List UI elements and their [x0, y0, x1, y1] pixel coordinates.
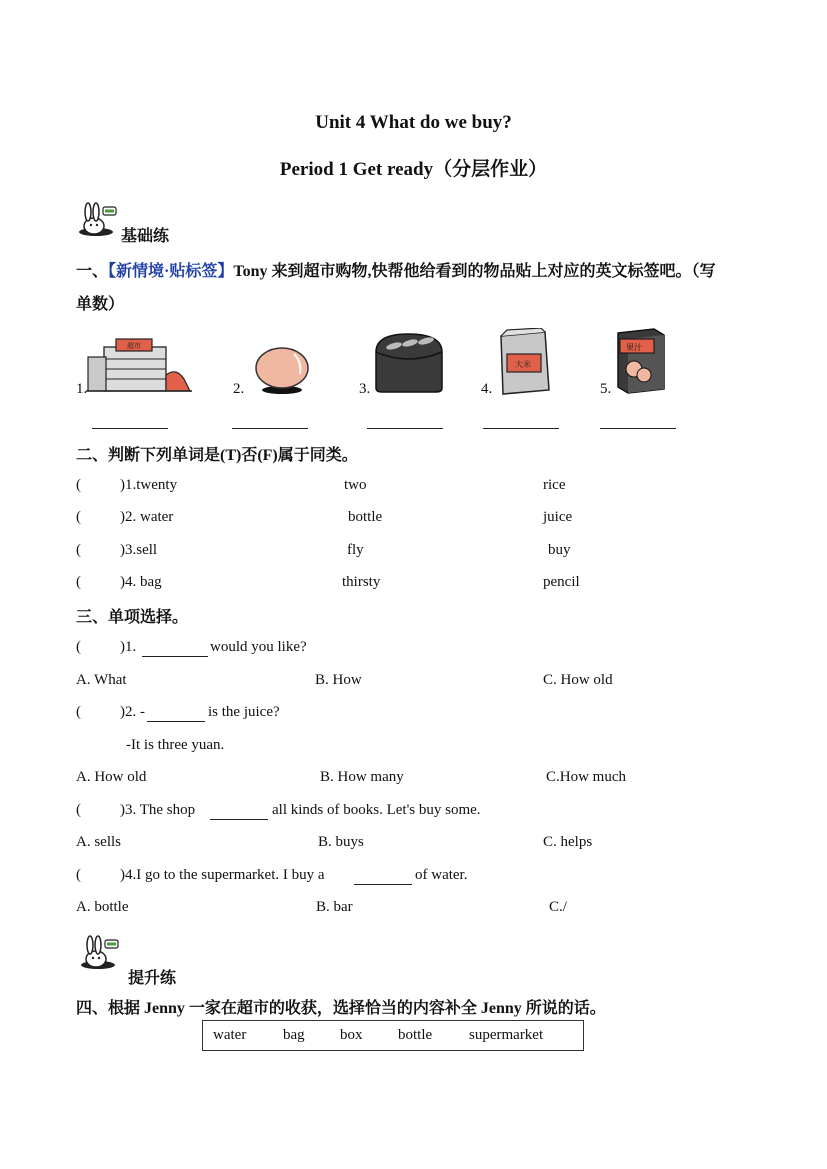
- q3-item-3-stem: )3. The shop: [120, 802, 196, 818]
- q2-row-3-word-2: fly: [347, 542, 364, 558]
- juice-box-label-text: 果汁: [626, 343, 642, 352]
- q1-answer-blank-3[interactable]: [367, 428, 443, 429]
- q2-row-3-word-1: )3.sell: [120, 542, 158, 558]
- supermarket-building-image: [86, 335, 192, 395]
- q3-item-3-blank[interactable]: [210, 819, 268, 820]
- q3-item-3-paren[interactable]: (: [76, 802, 81, 818]
- q3-item-4-stem: )4.I go to the supermarket. I buy a: [120, 867, 325, 883]
- q1-answer-blank-2[interactable]: [232, 428, 308, 429]
- page-title: Unit 4 What do we buy?: [315, 112, 512, 133]
- q3-item-1-option-c[interactable]: C. How old: [543, 672, 613, 688]
- q1-answer-blank-1[interactable]: [92, 428, 168, 429]
- q4-word-bank: [202, 1020, 584, 1051]
- supermarket-sign-text: 超市: [127, 342, 141, 350]
- q3-item-4-stem-end: of water.: [415, 867, 468, 883]
- egg-image: [246, 340, 326, 396]
- q3-item-1-stem: )1.: [120, 639, 137, 655]
- q3-item-2-response: -It is three yuan.: [126, 737, 225, 753]
- bunny-mascot-icon: [78, 935, 120, 971]
- q2-row-4-word-2: thirsty: [342, 574, 381, 590]
- q3-item-1-blank[interactable]: [142, 656, 208, 657]
- bread-loaf-image: [370, 330, 448, 396]
- q3-item-4-blank[interactable]: [354, 884, 412, 885]
- q4-word-water: water: [213, 1027, 247, 1043]
- q3-item-3-option-b[interactable]: B. buys: [318, 834, 364, 850]
- q2-row-3-word-3: buy: [548, 542, 571, 558]
- q2-row-1-word-1: )1.twenty: [120, 477, 178, 493]
- q2-row-2-word-3: juice: [543, 509, 573, 525]
- q2-heading: 二、判断下列单词是(T)否(F)属于同类。: [76, 447, 358, 464]
- q1-text: Tony 来到超市购物,快帮他给看到的物品贴上对应的英文标签吧。（写: [233, 263, 716, 280]
- q3-item-2-blank[interactable]: [147, 721, 205, 722]
- q4-word-supermarket: supermarket: [469, 1027, 544, 1043]
- q2-row-1-paren[interactable]: (: [76, 477, 81, 493]
- q2-row-4-paren[interactable]: (: [76, 574, 81, 590]
- q1-number-3: 3.: [359, 381, 371, 397]
- q3-item-1-paren[interactable]: (: [76, 639, 81, 655]
- q2-row-1-word-2: two: [344, 477, 367, 493]
- q4-word-bag: bag: [283, 1027, 305, 1043]
- q2-row-1-word-3: rice: [543, 477, 566, 493]
- q1-number-4: 4.: [481, 381, 493, 397]
- q1-instruction: [76, 258, 776, 281]
- q1-prefix: 一、: [76, 263, 109, 280]
- q2-row-4-word-3: pencil: [543, 574, 580, 590]
- q3-item-3-option-a[interactable]: A. sells: [76, 834, 121, 850]
- q4-word-bottle: bottle: [398, 1027, 433, 1043]
- q4-word-box: box: [340, 1027, 363, 1043]
- q2-row-3-paren[interactable]: (: [76, 542, 81, 558]
- section-advanced-label: 提升练: [128, 970, 177, 987]
- bunny-mascot-icon: [76, 202, 118, 238]
- section-basic-label: 基础练: [121, 228, 170, 245]
- page-subtitle: Period 1 Get ready（分层作业）: [279, 159, 548, 180]
- q3-item-1-stem-end: would you like?: [210, 639, 307, 655]
- q3-item-2-stem-end: is the juice?: [208, 704, 280, 720]
- q1-instruction-line2: 单数）: [76, 296, 125, 313]
- q1-answer-blank-5[interactable]: [600, 428, 676, 429]
- q1-tag: 【新情境·贴标签】: [108, 263, 234, 280]
- q3-heading: 三、单项选择。: [76, 609, 189, 626]
- rice-bag-label-text: 大米: [515, 360, 531, 369]
- q3-item-1-option-b[interactable]: B. How: [315, 672, 362, 688]
- q3-item-4-option-a[interactable]: A. bottle: [76, 899, 129, 915]
- q4-heading: 四、根据 Jenny 一家在超市的收获，选择恰当的内容补全 Jenny 所说的话。: [76, 1000, 606, 1017]
- rice-bag-image: [493, 328, 553, 398]
- q3-item-4-paren[interactable]: (: [76, 867, 81, 883]
- q1-number-1: 1.: [76, 381, 88, 397]
- q3-item-2-option-b[interactable]: B. How many: [320, 769, 404, 785]
- juice-box-image: [612, 325, 668, 395]
- q1-answer-blank-4[interactable]: [483, 428, 559, 429]
- q1-number-5: 5.: [600, 381, 612, 397]
- q1-number-2: 2.: [233, 381, 245, 397]
- q3-item-4-option-c[interactable]: C./: [549, 899, 567, 915]
- q2-row-2-word-2: bottle: [348, 509, 383, 525]
- q3-item-2-stem: )2. -: [120, 704, 145, 720]
- q2-row-2-paren[interactable]: (: [76, 509, 81, 525]
- q3-item-2-option-c[interactable]: C.How much: [546, 769, 626, 785]
- q3-item-2-option-a[interactable]: A. How old: [76, 769, 147, 785]
- q3-item-4-option-b[interactable]: B. bar: [316, 899, 353, 915]
- q2-row-2-word-1: )2. water: [120, 509, 174, 525]
- q3-item-3-stem-end: all kinds of books. Let's buy some.: [272, 802, 481, 818]
- q3-item-3-option-c[interactable]: C. helps: [543, 834, 593, 850]
- q3-item-1-option-a[interactable]: A. What: [76, 672, 127, 688]
- q3-item-2-paren[interactable]: (: [76, 704, 81, 720]
- q2-row-4-word-1: )4. bag: [120, 574, 162, 590]
